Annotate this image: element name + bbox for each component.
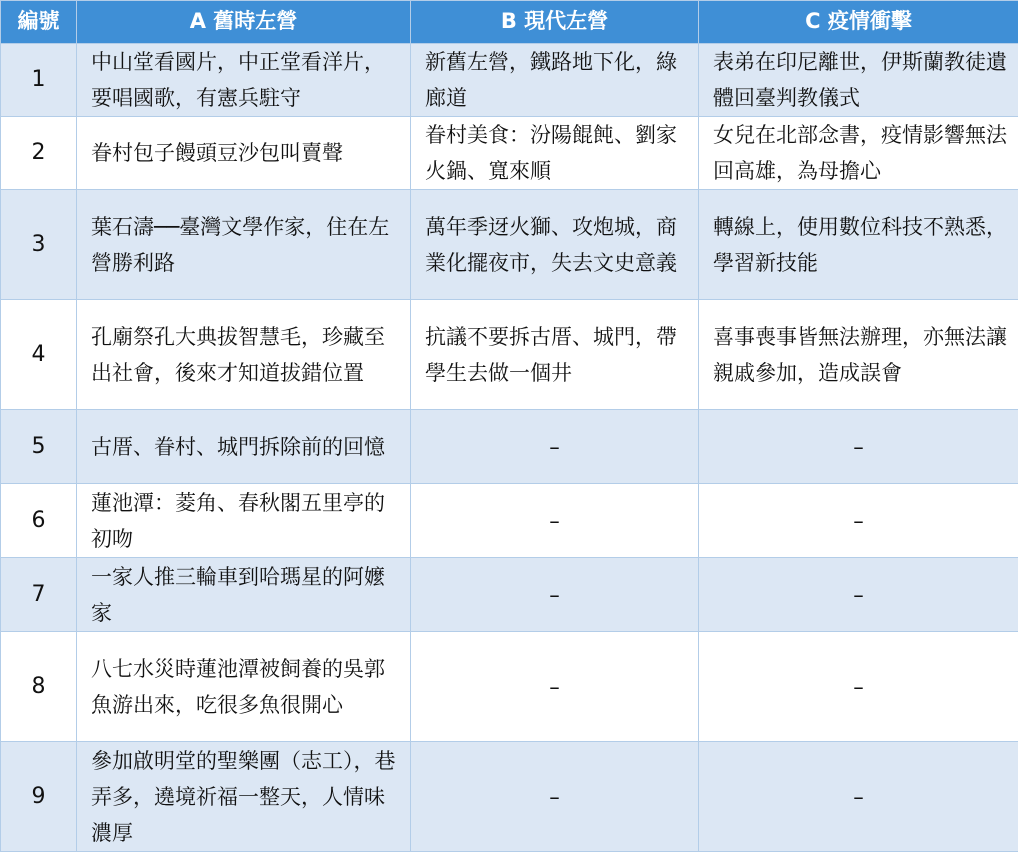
row-number: 3 <box>1 190 77 300</box>
cell-old-zuoying: 孔廟祭孔大典拔智慧毛，珍藏至出社會，後來才知道拔錯位置 <box>77 300 411 410</box>
row-number: 4 <box>1 300 77 410</box>
cell-modern-zuoying: 眷村美食：汾陽餛飩、劉家火鍋、寬來順 <box>411 117 699 190</box>
cell-modern-zuoying: 新舊左營，鐵路地下化，綠廊道 <box>411 44 699 117</box>
table-row <box>1 742 1018 852</box>
cell-pandemic-impact: 轉線上，使用數位科技不熟悉，學習新技能 <box>699 190 1018 300</box>
header-pandemic-impact: C 疫情衝擊 <box>699 1 1018 44</box>
cell-modern-zuoying: – <box>411 484 699 558</box>
cell-pandemic-impact: – <box>699 558 1018 632</box>
cell-modern-zuoying: – <box>411 632 699 742</box>
table-row <box>1 44 1018 117</box>
cell-pandemic-impact: 女兒在北部念書，疫情影響無法回高雄，為母擔心 <box>699 117 1018 190</box>
table-row <box>1 300 1018 410</box>
cell-old-zuoying: 八七水災時蓮池潭被飼養的吳郭魚游出來，吃很多魚很開心 <box>77 632 411 742</box>
header-number: 編號 <box>1 1 77 44</box>
cell-modern-zuoying: – <box>411 742 699 852</box>
cell-old-zuoying: 眷村包子饅頭豆沙包叫賣聲 <box>77 117 411 190</box>
row-number: 1 <box>1 44 77 117</box>
cell-old-zuoying: 古厝、眷村、城門拆除前的回憶 <box>77 410 411 484</box>
cell-modern-zuoying: – <box>411 410 699 484</box>
cell-old-zuoying: 蓮池潭：菱角、春秋閣五里亭的初吻 <box>77 484 411 558</box>
table-row <box>1 190 1018 300</box>
table-row <box>1 117 1018 190</box>
cell-modern-zuoying: 抗議不要拆古厝、城門，帶學生去做一個井 <box>411 300 699 410</box>
cell-old-zuoying: 參加啟明堂的聖樂團（志工），巷弄多，遶境祈福一整天，人情味濃厚 <box>77 742 411 852</box>
row-number: 2 <box>1 117 77 190</box>
cell-pandemic-impact: – <box>699 484 1018 558</box>
cell-pandemic-impact: – <box>699 410 1018 484</box>
cell-modern-zuoying: – <box>411 558 699 632</box>
cell-old-zuoying: 葉石濤──臺灣文學作家，住在左營勝利路 <box>77 190 411 300</box>
cell-pandemic-impact: 喜事喪事皆無法辦理，亦無法讓親戚參加，造成誤會 <box>699 300 1018 410</box>
table-row <box>1 558 1018 632</box>
cell-modern-zuoying: 萬年季迓火獅、攻炮城，商業化擺夜市，失去文史意義 <box>411 190 699 300</box>
table-row <box>1 484 1018 558</box>
row-number: 8 <box>1 632 77 742</box>
table-row <box>1 410 1018 484</box>
table-row <box>1 632 1018 742</box>
cell-old-zuoying: 一家人推三輪車到哈瑪星的阿嬤家 <box>77 558 411 632</box>
header-old-zuoying: A 舊時左營 <box>77 1 411 44</box>
cell-pandemic-impact: – <box>699 742 1018 852</box>
row-number: 5 <box>1 410 77 484</box>
cell-old-zuoying: 中山堂看國片，中正堂看洋片，要唱國歌，有憲兵駐守 <box>77 44 411 117</box>
cell-pandemic-impact: 表弟在印尼離世，伊斯蘭教徒遺體回臺判教儀式 <box>699 44 1018 117</box>
row-number: 7 <box>1 558 77 632</box>
row-number: 6 <box>1 484 77 558</box>
header-row <box>1 1 1018 44</box>
row-number: 9 <box>1 742 77 852</box>
header-modern-zuoying: B 現代左營 <box>411 1 699 44</box>
cell-pandemic-impact: – <box>699 632 1018 742</box>
